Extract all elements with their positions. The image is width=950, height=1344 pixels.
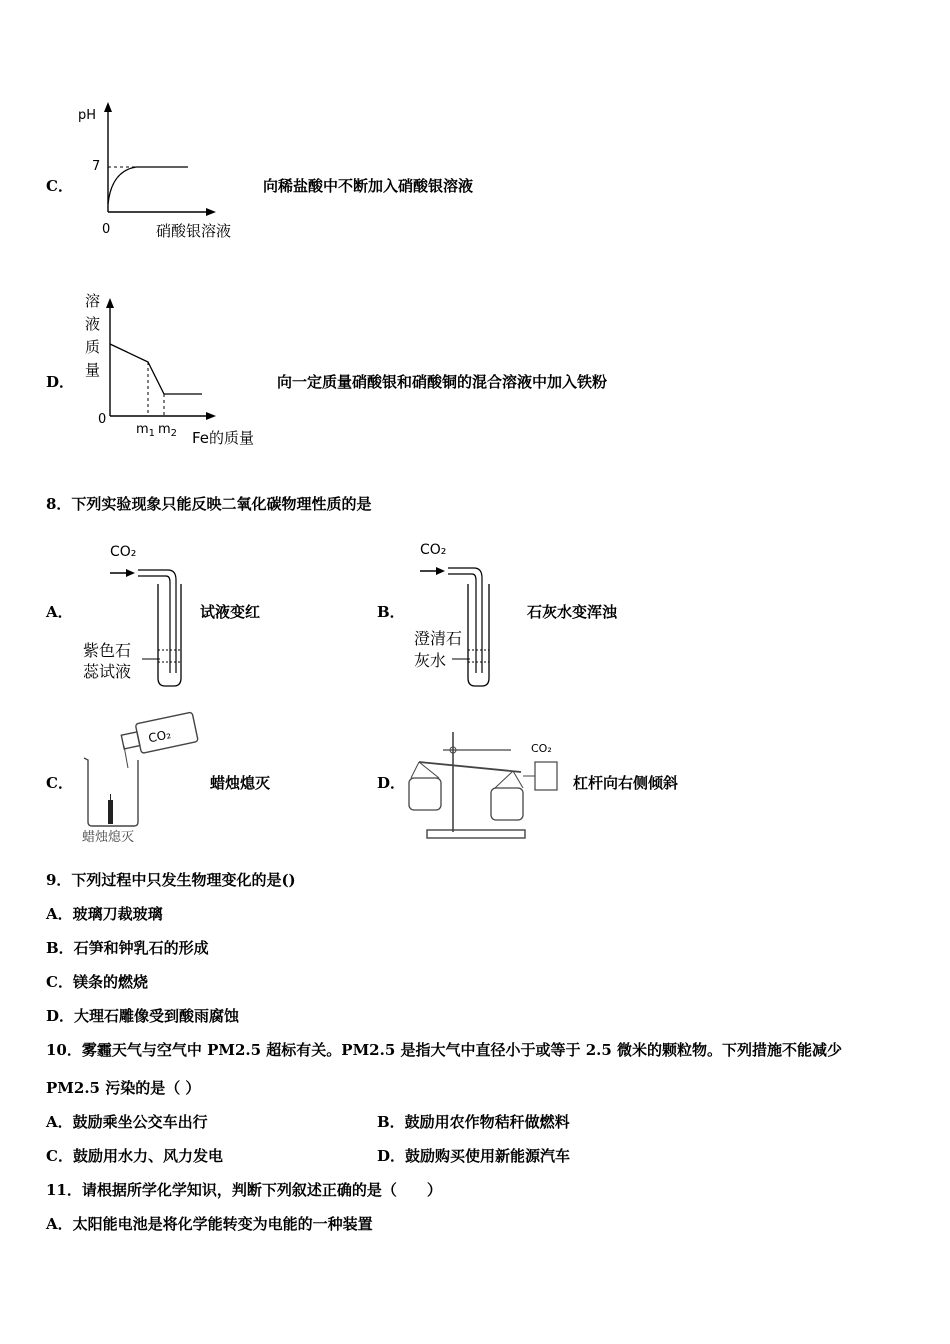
stand-base xyxy=(427,830,525,838)
x-label: Fe的质量 xyxy=(192,429,255,447)
q9-option-a: A．玻璃刀裁玻璃 xyxy=(46,905,163,923)
mass-curve xyxy=(110,344,202,394)
y-label: pH xyxy=(78,108,97,123)
liquid-label-2: 蕊试液 xyxy=(83,662,132,681)
q10-option-d: D．鼓励购买使用新能源汽车 xyxy=(377,1147,571,1165)
origin-label: 0 xyxy=(98,412,107,427)
origin-label: 0 xyxy=(102,222,111,237)
q9-option-b: B．石笋和钟乳石的形成 xyxy=(46,939,209,957)
q11-stem: 11．请根据所学化学知识，判断下列叙述正确的是（ ） xyxy=(46,1181,442,1199)
q8-option-a-desc: 试液变红 xyxy=(200,603,261,621)
q7-option-d-desc: 向一定质量硝酸银和硝酸铜的混合溶液中加入铁粉 xyxy=(277,373,608,391)
delivery-tube xyxy=(138,570,176,673)
y-label-char-1: 溶 xyxy=(85,292,101,310)
y-tick-7: 7 xyxy=(92,159,101,174)
q7-option-d-letter: D． xyxy=(46,373,75,391)
gas-arrow-head xyxy=(126,569,135,577)
co2-bottle xyxy=(120,712,199,757)
q8-option-a-letter: A． xyxy=(46,603,73,621)
q7-option-d-graph xyxy=(80,290,280,450)
q8-option-c-desc: 蜡烛熄灭 xyxy=(210,774,271,792)
liquid-label-1: 澄清石 xyxy=(414,629,463,648)
q9-option-d: D．大理石雕像受到酸雨腐蚀 xyxy=(46,1007,240,1025)
co2-label: CO₂ xyxy=(531,742,552,755)
co2-bottle-label: CO₂ xyxy=(147,727,173,746)
q9-stem: 9．下列过程中只发生物理变化的是() xyxy=(46,871,296,889)
x-axis-arrow xyxy=(206,208,216,216)
q8-option-a-figure xyxy=(80,538,190,693)
gas-arrow-head xyxy=(436,567,445,575)
co2-bottle xyxy=(535,762,557,790)
y-label-char-4: 量 xyxy=(85,361,101,379)
q11-option-a: A．太阳能电池是将化学能转变为电能的一种装置 xyxy=(46,1215,373,1233)
lever-bar xyxy=(419,762,521,772)
q7-option-c-desc: 向稀盐酸中不断加入硝酸银溶液 xyxy=(263,177,474,195)
m2-label: $m_2$ xyxy=(158,422,178,439)
right-cup xyxy=(491,788,523,820)
q8-option-d-figure xyxy=(405,726,570,846)
y-label-char-2: 液 xyxy=(85,315,101,333)
x-axis-arrow xyxy=(206,412,216,420)
ph-curve xyxy=(108,167,188,204)
liquid-label-2: 灰水 xyxy=(414,651,447,670)
delivery-tube xyxy=(448,568,482,673)
q8-option-b-figure xyxy=(410,538,520,693)
q10-stem-line-2: PM2.5 污染的是（ ） xyxy=(46,1079,201,1097)
q10-option-b: B．鼓励用农作物秸秆做燃料 xyxy=(377,1113,570,1131)
pouring-stream xyxy=(124,746,128,768)
test-tube xyxy=(468,584,489,686)
q7-option-c-graph xyxy=(70,100,260,245)
y-label-char-3: 质 xyxy=(85,338,101,356)
q10-option-a: A．鼓励乘坐公交车出行 xyxy=(46,1113,208,1131)
co2-label: CO₂ xyxy=(420,542,447,558)
left-cup xyxy=(409,778,441,810)
q9-option-c: C．镁条的燃烧 xyxy=(46,973,148,991)
q8-option-b-desc: 石灰水变浑浊 xyxy=(527,603,618,621)
candle xyxy=(108,800,113,824)
q8-option-b-letter: B． xyxy=(377,603,405,621)
q8-option-c-letter: C． xyxy=(46,774,73,792)
q8-option-d-letter: D． xyxy=(377,774,406,792)
q10-stem-line-1: 10．雾霾天气与空气中 PM2.5 超标有关。PM2.5 是指大气中直径小于或等于 2.5 微米的颗粒物。下列措施不能减少 xyxy=(46,1041,843,1059)
liquid-label-1: 紫色石 xyxy=(83,641,132,660)
q7-option-c-letter: C． xyxy=(46,177,73,195)
y-axis-arrow xyxy=(104,102,112,112)
q8-option-d-desc: 杠杆向右侧倾斜 xyxy=(573,774,679,792)
x-label: 硝酸银溶液 xyxy=(156,222,232,240)
q8-option-c-figure xyxy=(76,710,206,845)
figure-caption: 蜡烛熄灭 xyxy=(82,830,135,845)
m1-label: $m_1$ xyxy=(136,422,156,439)
q8-stem: 8．下列实验现象只能反映二氧化碳物理性质的是 xyxy=(46,495,372,513)
y-axis-arrow xyxy=(106,298,114,308)
q10-option-c: C．鼓励用水力、风力发电 xyxy=(46,1147,223,1165)
co2-label: CO₂ xyxy=(110,544,137,560)
